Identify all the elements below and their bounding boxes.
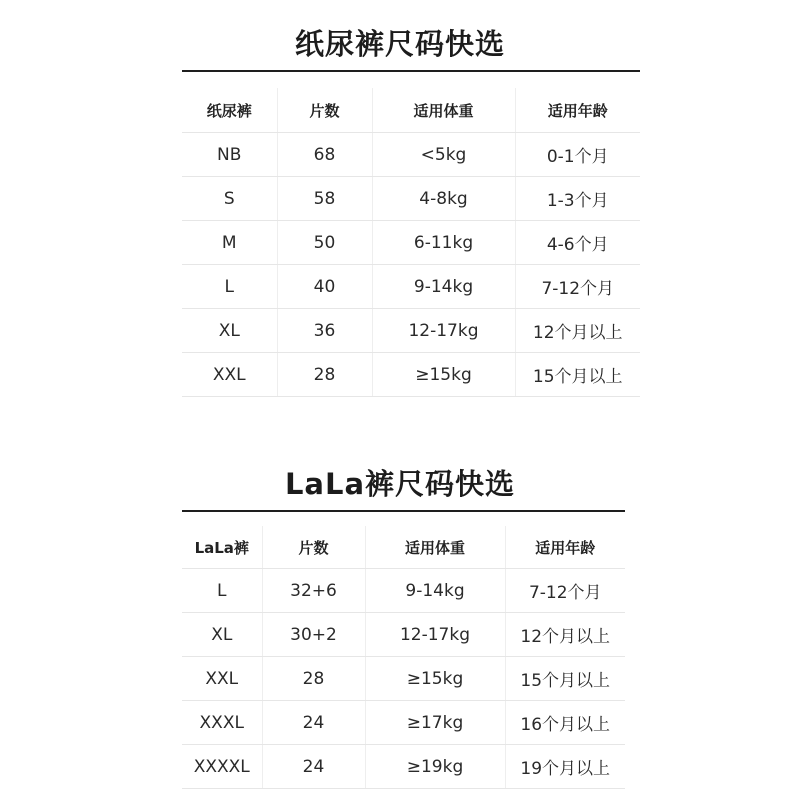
size-cell: S [182,177,277,221]
weight-cell: 12-17kg [372,309,515,353]
header-count: 片数 [277,88,372,133]
age-cell: 4-6个月 [515,221,640,265]
age-cell: 15个月以上 [505,657,625,701]
age-cell: 19个月以上 [505,745,625,789]
weight-cell: ≥19kg [365,745,505,789]
table-row [182,569,625,613]
weight-cell: ≥17kg [365,701,505,745]
table-row [182,353,640,397]
header-type: LaLa裤 [182,526,262,569]
size-cell: M [182,221,277,265]
diaper-size-table [182,88,640,397]
table-row [182,657,625,701]
table-row [182,745,625,789]
count-cell: 24 [262,745,365,789]
count-cell: 36 [277,309,372,353]
weight-cell: ≥15kg [365,657,505,701]
weight-cell: 9-14kg [372,265,515,309]
header-age: 适用年龄 [505,526,625,569]
table-row [182,177,640,221]
weight-cell: 9-14kg [365,569,505,613]
age-cell: 12个月以上 [505,613,625,657]
lala-size-section [0,440,800,800]
lala-section-title: LaLa裤尺码快选 [284,467,516,501]
table-row [182,221,640,265]
age-cell: 7-12个月 [505,569,625,613]
age-cell: 15个月以上 [515,353,640,397]
table-row [182,133,640,177]
count-cell: 50 [277,221,372,265]
count-cell: 28 [262,657,365,701]
age-cell: 0-1个月 [515,133,640,177]
weight-cell: ≥15kg [372,353,515,397]
diaper-title-divider [182,70,640,72]
size-cell: XXL [182,353,277,397]
table-header-row [182,88,640,133]
table-header-row [182,526,625,569]
weight-cell: 4-8kg [372,177,515,221]
count-cell: 58 [277,177,372,221]
size-cell: XXL [182,657,262,701]
size-cell: XL [182,613,262,657]
age-cell: 16个月以上 [505,701,625,745]
size-cell: NB [182,133,277,177]
header-weight: 适用体重 [365,526,505,569]
lala-size-table [182,526,625,789]
count-cell: 40 [277,265,372,309]
table-row [182,265,640,309]
count-cell: 32+6 [262,569,365,613]
size-cell: L [182,569,262,613]
lala-title-divider [182,510,625,512]
weight-cell: <5kg [372,133,515,177]
size-cell: XXXL [182,701,262,745]
diaper-section-title: 纸尿裤尺码快选 [294,27,505,61]
age-cell: 12个月以上 [515,309,640,353]
weight-cell: 12-17kg [365,613,505,657]
header-count: 片数 [262,526,365,569]
size-cell: XXXXL [182,745,262,789]
table-row [182,701,625,745]
count-cell: 68 [277,133,372,177]
table-row [182,613,625,657]
count-cell: 24 [262,701,365,745]
header-age: 适用年龄 [515,88,640,133]
count-cell: 30+2 [262,613,365,657]
weight-cell: 6-11kg [372,221,515,265]
header-type: 纸尿裤 [182,88,277,133]
header-weight: 适用体重 [372,88,515,133]
age-cell: 1-3个月 [515,177,640,221]
size-cell: L [182,265,277,309]
count-cell: 28 [277,353,372,397]
age-cell: 7-12个月 [515,265,640,309]
table-row [182,309,640,353]
size-cell: XL [182,309,277,353]
